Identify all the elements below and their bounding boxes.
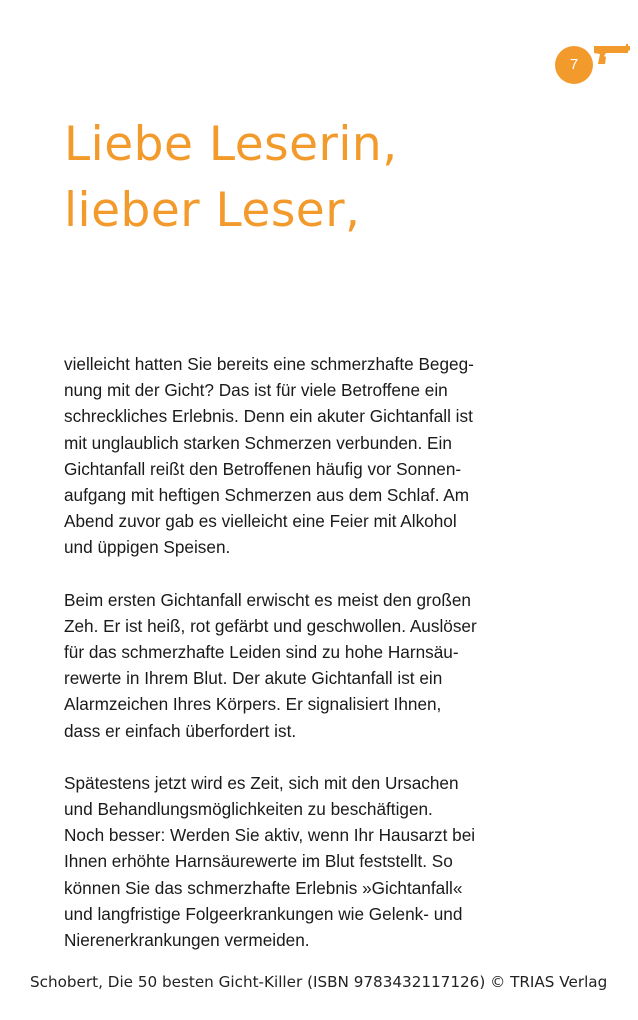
text-line: dass er einfach überfordert ist.: [64, 720, 297, 741]
paragraph-3: [64, 770, 584, 953]
text-line: vielleicht hatten Sie bereits eine schmerzhafte Begeg-: [64, 354, 474, 374]
text-line: Spätestens jetzt wird es Zeit, sich mit den Ursachen: [64, 772, 459, 793]
text-line: Gichtanfall reißt den Betroffenen häufig vor Sonnen-: [64, 458, 462, 479]
text-line: und üppigen Speisen.: [64, 537, 231, 558]
title-line-1: Liebe Leserin,: [64, 117, 398, 172]
text-line: Noch besser: Werden Sie aktiv, wenn Ihr Hausarzt bei: [64, 825, 476, 846]
text-line: rewerte in Ihrem Blut. Der akute Gichtanfall ist ein: [64, 668, 443, 689]
text-line: schreckliches Erlebnis. Denn ein akuter Gichtanfall ist: [64, 406, 473, 427]
title-line-2: lieber Leser,: [64, 183, 361, 238]
text-line: Ihnen erhöhte Harnsäurewerte im Blut feststellt. So: [64, 851, 453, 872]
page-title: [64, 112, 398, 244]
text-line: mit unglaublich starken Schmerzen verbunden. Ein: [64, 432, 452, 453]
text-line: können Sie das schmerzhafte Erlebnis »Gichtanfall«: [64, 877, 463, 898]
text-line: Abend zuvor gab es vielleicht eine Feier mit Alkohol: [64, 511, 457, 532]
text-line: nung mit der Gicht? Das ist für viele Betroffene ein: [64, 380, 448, 401]
paragraph-2: [64, 587, 584, 744]
text-line: und langfristige Folgeerkrankungen wie Gelenk- und: [64, 903, 463, 924]
text-line: Zeh. Er ist heiß, rot gefärbt und geschwollen. Auslöser: [64, 615, 477, 636]
text-line: Beim ersten Gichtanfall erwischt es meist den großen: [64, 589, 471, 610]
text-line: für das schmerzhafte Leiden sind zu hohe Harnsäu-: [64, 642, 459, 663]
text-line: Nierenerkrankungen vermeiden.: [64, 930, 310, 951]
body-text: [64, 351, 584, 979]
page-number: 7: [569, 56, 579, 73]
page-number-badge: [555, 46, 593, 84]
copyright-footer: Schobert, Die 50 besten Gicht-Killer (ISBN 9783432117126) © TRIAS Verlag: [30, 973, 608, 991]
pistol-icon: [592, 42, 632, 68]
text-line: aufgang mit heftigen Schmerzen aus dem Schlaf. Am: [64, 485, 470, 506]
text-line: und Behandlungsmöglichkeiten zu beschäftigen.: [64, 799, 433, 820]
text-line: Alarmzeichen Ihres Körpers. Er signalisiert Ihnen,: [64, 694, 442, 715]
paragraph-1: [64, 351, 584, 561]
